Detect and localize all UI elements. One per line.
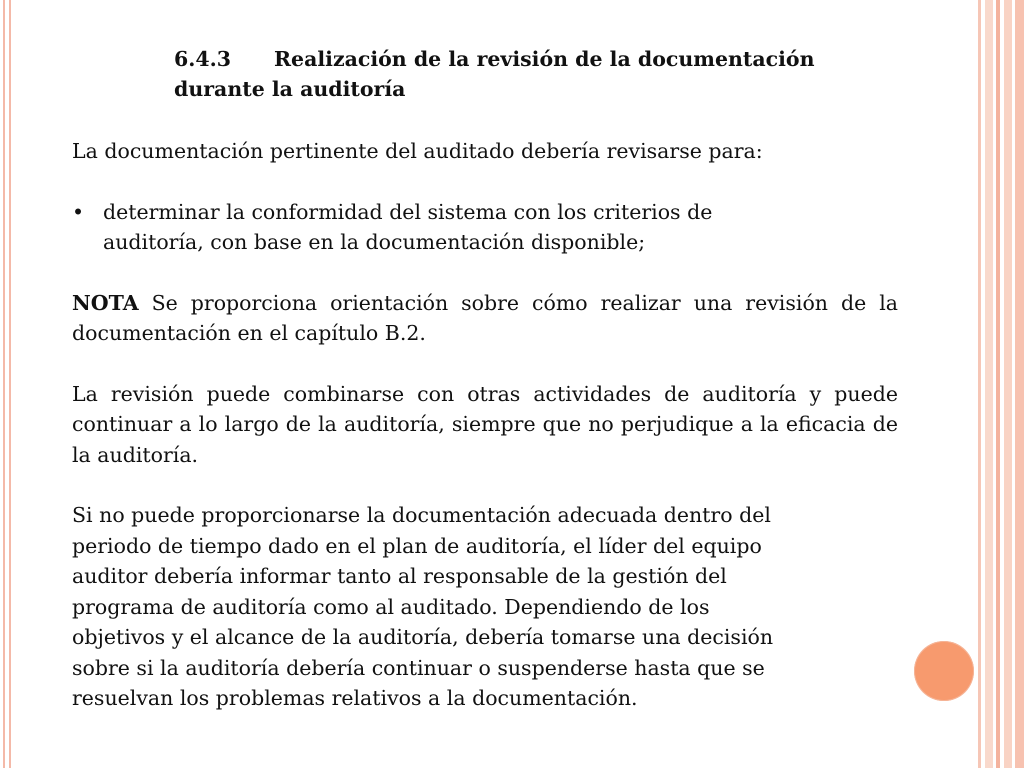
slide-content <box>72 44 898 714</box>
nota-text: Se proporciona orientación sobre cómo realizar una revisión de la documentación en el capítulo B.2. <box>72 290 898 345</box>
paragraph-3-line: resuelvan los problemas relativos a la documentación. <box>72 686 638 710</box>
left-frame-line <box>3 0 5 768</box>
nota-label: NOTA <box>72 290 139 315</box>
paragraph-3-line: programa de auditoría como al auditado. Dependiendo de los <box>72 594 710 619</box>
paragraph-2: La revisión puede combinarse con otras actividades de auditoría y puede continuar a lo largo de la auditoría, siempre que no perjudique a la eficacia de la auditoría. <box>72 381 898 467</box>
section-number: 6.4.3 <box>174 47 232 71</box>
section-title-line2: durante la auditoría <box>174 77 406 101</box>
paragraph-3-line: Si no puede proporcionarse la documentación adecuada dentro del <box>72 503 771 527</box>
right-decorative-stripe <box>1004 0 1012 768</box>
bullet-item <box>72 197 898 258</box>
nota-paragraph <box>72 288 898 349</box>
section-title <box>72 44 898 104</box>
bullet-dot: • <box>72 199 85 224</box>
left-frame-line <box>9 0 11 768</box>
bullet-line2: auditoría, con base en la documentación disponible; <box>103 230 646 254</box>
paragraph-3-line: auditor debería informar tanto al responsable de la gestión del <box>72 564 727 588</box>
paragraph-3 <box>72 500 898 714</box>
section-title-line1: Realización de la revisión de la documentación <box>274 47 815 71</box>
intro-paragraph: La documentación pertinente del auditado debería revisarse para: <box>72 139 763 163</box>
paragraph-3-line: sobre si la auditoría debería continuar o suspenderse hasta que se <box>72 655 765 680</box>
bullet-line1: determinar la conformidad del sistema con los criterios de <box>103 199 713 224</box>
right-decorative-stripe <box>1015 0 1024 768</box>
paragraph-3-line: periodo de tiempo dado en el plan de auditoría, el líder del equipo <box>72 533 762 558</box>
paragraph-3-line: objetivos y el alcance de la auditoría, debería tomarse una decisión <box>72 625 774 649</box>
decorative-circle <box>914 641 974 701</box>
right-decorative-stripe <box>985 0 993 768</box>
right-decorative-stripe <box>978 0 981 768</box>
right-decorative-stripe <box>996 0 1000 768</box>
